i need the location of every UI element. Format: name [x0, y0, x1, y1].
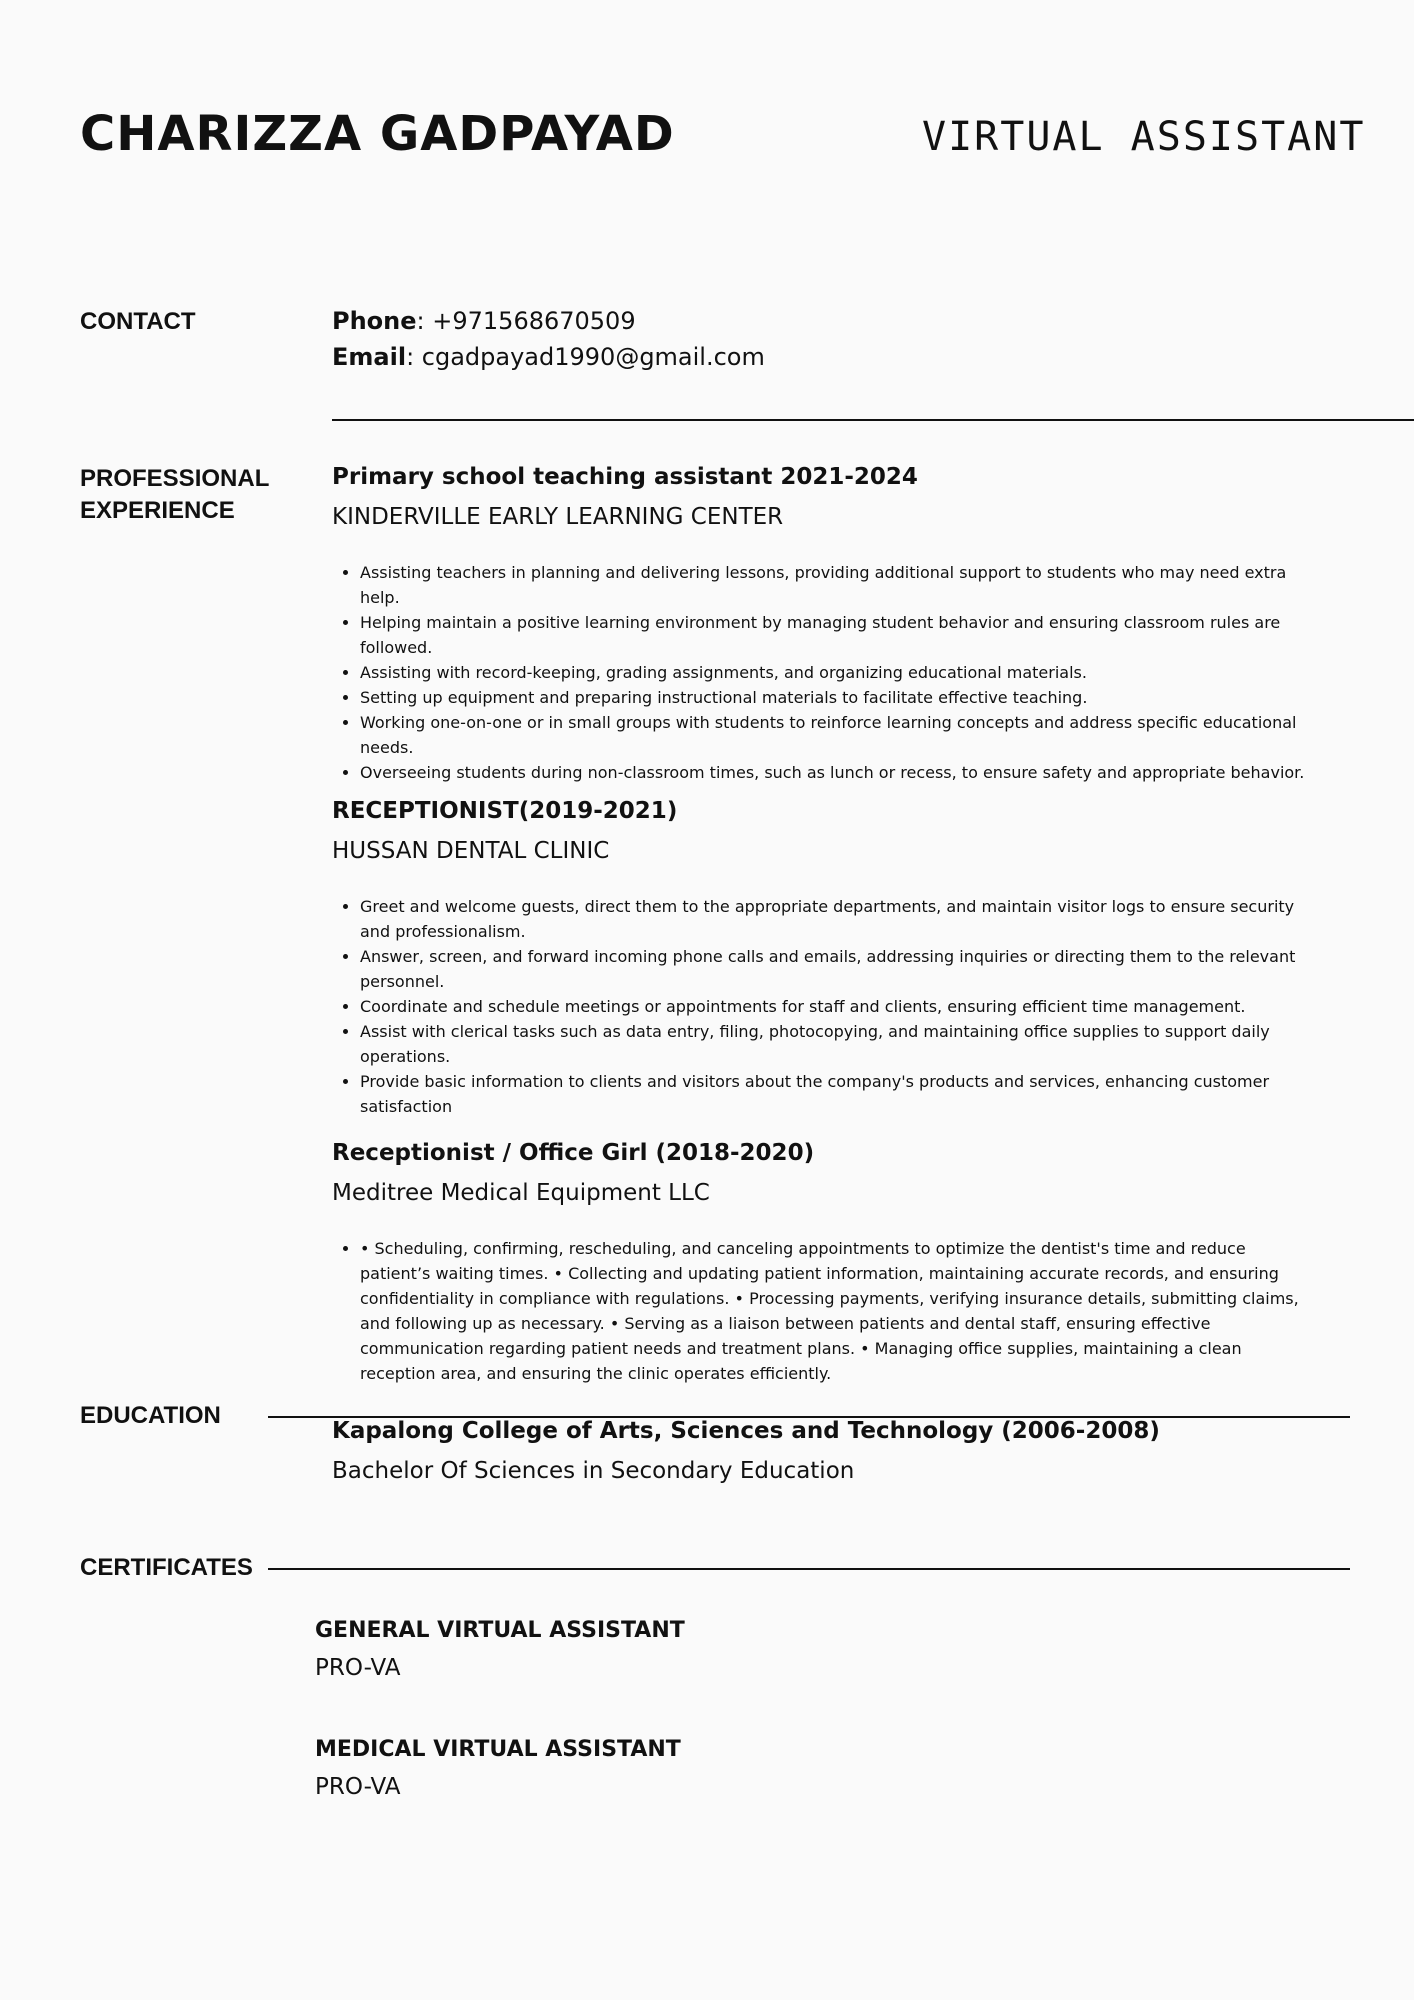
- duty-item: • Assisting teachers in planning and delivering lessons, providing additional support to students who may need extra help.: [360, 560, 1320, 610]
- contact-block: [332, 303, 765, 375]
- job-duties: [332, 560, 1320, 785]
- duty-item: • Working one-on-one or in small groups with students to reinforce learning concepts and address specific educational needs.: [360, 710, 1320, 760]
- phone-line: Phone: +971568670509: [332, 307, 636, 335]
- candidate-role: VIRTUAL ASSISTANT: [922, 114, 1366, 160]
- candidate-name: CHARIZZA GADPAYAD: [80, 106, 675, 162]
- duty-item: • • Scheduling, confirming, rescheduling, and canceling appointments to optimize the dentist's time and reduce patient’s waiting times. • Collecting and updating patient information, maintaining accurate records, and ensuring confidentiality in compliance with regulations. • Processing payments, verifying insurance details, submitting claims, and following up as necessary. • Serving as a liaison between patients and dental staff, ensuring effective communication regarding patient needs and treatment plans. • Managing office supplies, maintaining a clean reception area, and ensuring the clinic operates efficiently.: [360, 1236, 1320, 1386]
- job-title: Primary school teaching assistant 2021-2024: [332, 464, 918, 490]
- phone-label: Phone: [332, 307, 417, 335]
- contact-label: CONTACT: [80, 308, 196, 335]
- job-title: Receptionist / Office Girl (2018-2020): [332, 1140, 815, 1166]
- email-line: Email: cgadpayad1990@gmail.com: [332, 343, 765, 371]
- education-degree: Bachelor Of Sciences in Secondary Education: [332, 1458, 855, 1484]
- experience-label: [80, 463, 269, 527]
- duty-item: • Answer, screen, and forward incoming phone calls and emails, addressing inquiries or directing them to the relevant personnel.: [360, 944, 1320, 994]
- experience-label-line1: PROFESSIONAL: [80, 465, 270, 492]
- duty-item: • Assist with clerical tasks such as data entry, filing, photocopying, and maintaining office supplies to support daily operations.: [360, 1019, 1320, 1069]
- certificate-name: GENERAL VIRTUAL ASSISTANT: [315, 1618, 685, 1643]
- duty-item: • Provide basic information to clients and visitors about the company's products and services, enhancing customer satisfaction: [360, 1069, 1320, 1119]
- duty-item: • Setting up equipment and preparing instructional materials to facilitate effective teaching.: [360, 685, 1320, 710]
- certificate-issuer: PRO-VA: [315, 1655, 401, 1681]
- job-title: RECEPTIONIST(2019-2021): [332, 798, 678, 824]
- certificates-label: CERTIFICATES: [80, 1554, 253, 1581]
- contact-divider: [332, 419, 1414, 421]
- job-duties: [332, 1236, 1320, 1386]
- certificates-divider: [268, 1568, 1350, 1570]
- experience-label-line2: EXPERIENCE: [80, 497, 235, 524]
- job-company: Meditree Medical Equipment LLC: [332, 1180, 710, 1206]
- email-value[interactable]: cgadpayad1990@gmail.com: [421, 343, 765, 371]
- education-school: Kapalong College of Arts, Sciences and Technology (2006-2008): [332, 1418, 1160, 1444]
- job-company: HUSSAN DENTAL CLINIC: [332, 838, 610, 864]
- duty-item: • Overseeing students during non-classroom times, such as lunch or recess, to ensure safety and appropriate behavior.: [360, 760, 1320, 785]
- email-label: Email: [332, 343, 407, 371]
- phone-value[interactable]: +971568670509: [432, 307, 636, 335]
- job-duties: [332, 894, 1320, 1119]
- certificate-issuer: PRO-VA: [315, 1774, 401, 1800]
- certificate-name: MEDICAL VIRTUAL ASSISTANT: [315, 1737, 681, 1762]
- duty-item: • Helping maintain a positive learning environment by managing student behavior and ensuring classroom rules are followed.: [360, 610, 1320, 660]
- job-company: KINDERVILLE EARLY LEARNING CENTER: [332, 504, 784, 530]
- duty-item: • Assisting with record-keeping, grading assignments, and organizing educational materials.: [360, 660, 1320, 685]
- education-label: EDUCATION: [80, 1402, 221, 1429]
- duty-item: • Greet and welcome guests, direct them to the appropriate departments, and maintain visitor logs to ensure security and professionalism.: [360, 894, 1320, 944]
- duty-item: • Coordinate and schedule meetings or appointments for staff and clients, ensuring efficient time management.: [360, 994, 1320, 1019]
